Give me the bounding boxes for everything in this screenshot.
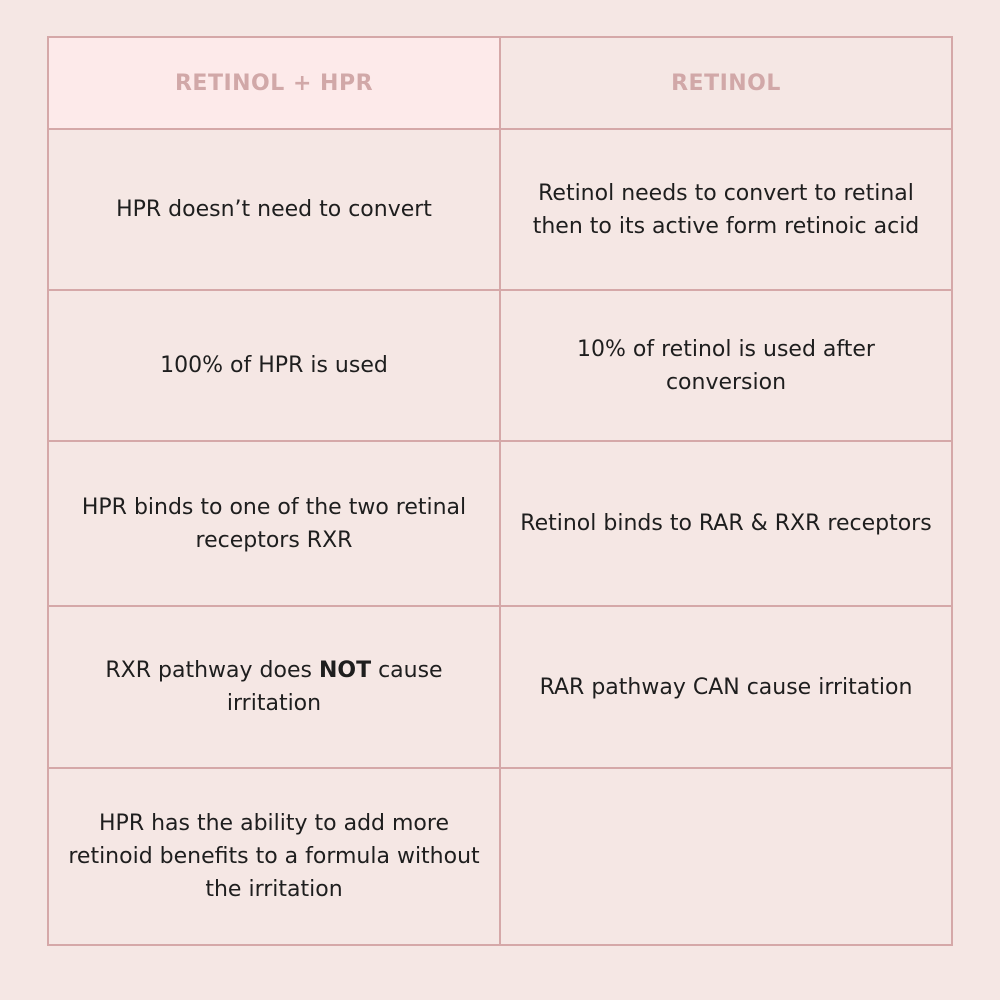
- cell-text-start: RXR pathway does: [105, 658, 319, 683]
- table-cell-retinol: RAR pathway CAN cause irritation: [500, 606, 952, 768]
- table-row: [48, 290, 952, 441]
- table-row: [48, 768, 952, 945]
- table-cell-hpr: [48, 606, 500, 768]
- table-cell-hpr: 100% of HPR is used: [48, 290, 500, 441]
- table-cell-retinol: 10% of retinol is used after conversion: [500, 290, 952, 441]
- emphasis-text: NOT: [318, 658, 372, 683]
- column-header-retinol-hpr: RETINOL + HPR: [48, 37, 500, 129]
- table-cell-hpr: HPR doesn’t need to convert: [48, 129, 500, 290]
- table-cell-retinol: Retinol binds to RAR & RXR receptors: [500, 441, 952, 606]
- comparison-table: [47, 36, 953, 946]
- table-cell-retinol-empty: [500, 768, 952, 945]
- table-cell-retinol: Retinol needs to convert to retinal then to its active form retinoic acid: [500, 129, 952, 290]
- table-row: [48, 129, 952, 290]
- table-cell-hpr: HPR binds to one of the two retinal receptors RXR: [48, 441, 500, 606]
- table-header-row: [48, 37, 952, 129]
- table-cell-hpr: HPR has the ability to add more retinoid benefits to a formula without the irritation: [48, 768, 500, 945]
- table-row: [48, 606, 952, 768]
- cell-text-end: cause irritation: [226, 658, 443, 716]
- column-header-retinol: RETINOL: [500, 37, 952, 129]
- table-row: [48, 441, 952, 606]
